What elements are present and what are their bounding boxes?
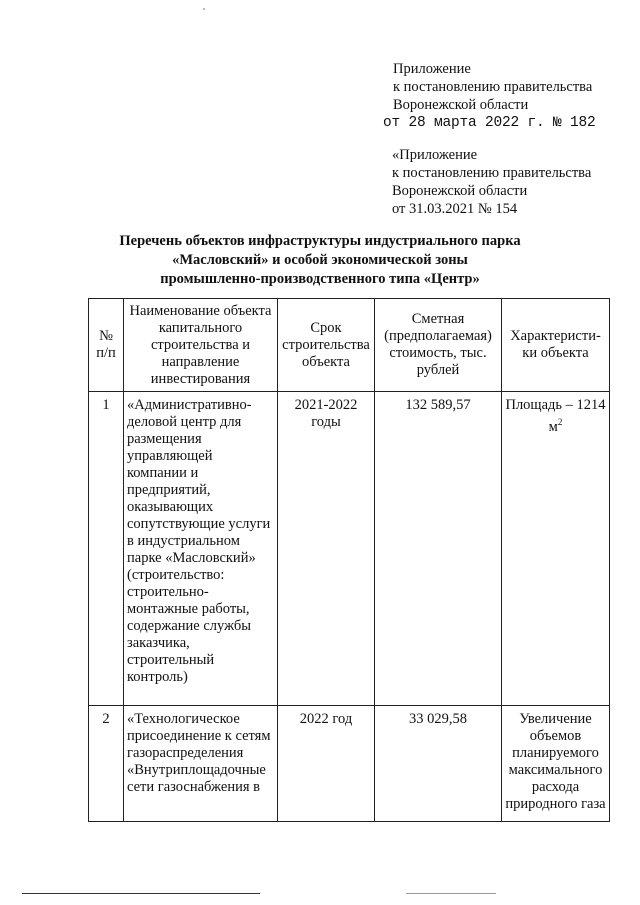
cell-characteristics xyxy=(502,392,610,706)
header-object-name: Наименование объекта капитального строительства и направление инвестирования xyxy=(124,299,278,392)
header-characteristics: Характеристи-ки объекта xyxy=(502,299,610,392)
cell-estimated-cost: 132 589,57 xyxy=(375,392,502,706)
characteristics-text: Площадь – 1214 м xyxy=(505,397,606,435)
cell-estimated-cost: 33 029,58 xyxy=(375,706,502,822)
date-number-stamp: от 28 марта 2022 г. № 182 xyxy=(383,115,596,131)
cell-construction-term: 2021-2022 годы xyxy=(278,392,375,706)
cell-object-name: «Административно-деловой центр для размещения управляющей компании и предприятий, оказывающих сопутствующие услуги в индустриальном парке «Масловский» (строительство: строительно-монтажные работы, содержание службы заказчика, строительный контроль) xyxy=(124,392,278,706)
document-title xyxy=(80,232,560,289)
table-row xyxy=(89,392,610,706)
appendix-line: Воронежской области xyxy=(392,183,528,199)
title-line: «Масловский» и особой экономической зоны xyxy=(172,252,468,268)
appendix-line: Воронежской области xyxy=(393,97,529,113)
objects-table xyxy=(88,298,610,822)
cell-construction-term: 2022 год xyxy=(278,706,375,822)
footer-rule xyxy=(22,893,260,894)
appendix-line: Приложение xyxy=(393,61,471,77)
table-row xyxy=(89,706,610,822)
appendix-header xyxy=(393,60,592,114)
table-header-row xyxy=(89,299,610,392)
appendix-line: к постановлению правительства xyxy=(393,79,593,95)
title-line: промышленно-производственного типа «Центр» xyxy=(160,271,480,287)
title-line: Перечень объектов инфраструктуры индустриального парка xyxy=(119,233,521,249)
header-number: № п/п xyxy=(89,299,124,392)
appendix-line: от 31.03.2021 № 154 xyxy=(392,201,518,217)
footer-rule-faint xyxy=(406,893,496,894)
scan-speck xyxy=(203,8,205,10)
cell-characteristics: Увеличение объемов планируемого максимального расхода природного газа xyxy=(502,706,610,822)
header-estimated-cost: Сметная (предполагаемая) стоимость, тыс. рублей xyxy=(375,299,502,392)
cell-object-name: «Технологическое присоединение к сетям газораспределения «Внутриплощадочные сети газоснабжения в xyxy=(124,706,278,822)
appendix-line: «Приложение xyxy=(392,147,478,163)
previous-appendix-header xyxy=(392,146,591,218)
appendix-line: к постановлению правительства xyxy=(392,165,592,181)
superscript: 2 xyxy=(557,417,563,427)
cell-number: 2 xyxy=(89,706,124,822)
cell-number: 1 xyxy=(89,392,124,706)
header-construction-term: Срок строительства объекта xyxy=(278,299,375,392)
